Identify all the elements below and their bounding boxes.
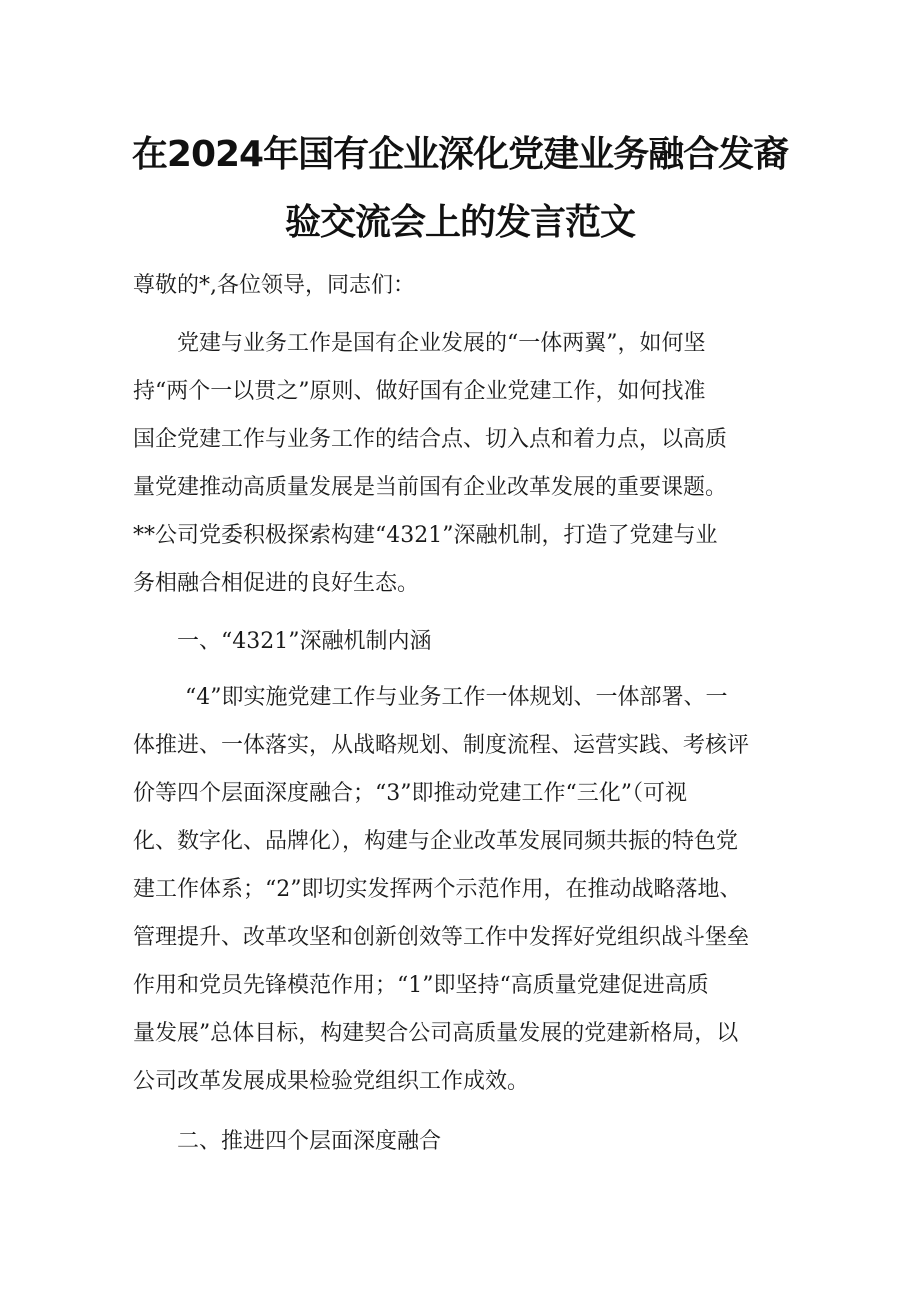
paragraph-line: 量发展”总体目标，构建契合公司高质量发展的党建新格局，以 bbox=[133, 1021, 739, 1046]
section-heading-2 bbox=[133, 1118, 813, 1166]
paragraph-intro bbox=[133, 320, 813, 608]
document-title-line-2: 验交流会上的发言范文 bbox=[284, 202, 635, 243]
paragraph-line: 务相融合相促进的良好生态。 bbox=[133, 571, 420, 596]
paragraph-line: 量党建推动高质量发展是当前国有企业改革发展的重要课题。 bbox=[133, 475, 728, 500]
paragraph-line: “4”即实施党建工作与业务工作一体规划、一体部署、一 bbox=[185, 685, 728, 710]
paragraph-line: 建工作体系；“2”即切实发挥两个示范作用，在推动战略落地、 bbox=[133, 877, 742, 902]
paragraph-line: 公司改革发展成果检验党组织工作成效。 bbox=[133, 1069, 530, 1094]
paragraph-line: 价等四个层面深度融合；“3”即推动党建工作“三化”（可视 bbox=[133, 781, 687, 806]
paragraph-line: 化、数字化、品牌化），构建与企业改革发展同频共振的特色党 bbox=[133, 829, 739, 854]
paragraph-mechanism bbox=[133, 674, 813, 1106]
paragraph-line: 作用和党员先锋模范作用；“1”即坚持“高质量党建促进高质 bbox=[133, 973, 709, 998]
paragraph-line: 持“两个一以贯之”原则、做好国有企业党建工作，如何找准 bbox=[133, 379, 706, 404]
salutation bbox=[133, 262, 813, 310]
paragraph-line: **公司党委积极探索构建“4321”深融机制，打造了党建与业 bbox=[133, 523, 718, 548]
salutation-text: 尊敬的*,各位领导，同志们： bbox=[133, 273, 415, 298]
paragraph-line: 体推进、一体落实，从战略规划、制度流程、运营实践、考核评 bbox=[133, 733, 750, 758]
section-heading-text: 一、“4321”深融机制内涵 bbox=[177, 629, 432, 654]
paragraph-line: 党建与业务工作是国有企业发展的“一体两翼”，如何坚 bbox=[177, 331, 706, 356]
paragraph-line: 国企党建工作与业务工作的结合点、切入点和着力点，以高质 bbox=[133, 427, 728, 452]
paragraph-line: 管理提升、改革攻坚和创新创效等工作中发挥好党组织战斗堡垒 bbox=[133, 925, 750, 950]
section-heading-text: 二、推进四个层面深度融合 bbox=[177, 1129, 442, 1154]
section-heading-1 bbox=[133, 618, 813, 666]
document-title-line-1: 在2024年国有企业深化党建业务融合发裔 bbox=[131, 134, 789, 175]
